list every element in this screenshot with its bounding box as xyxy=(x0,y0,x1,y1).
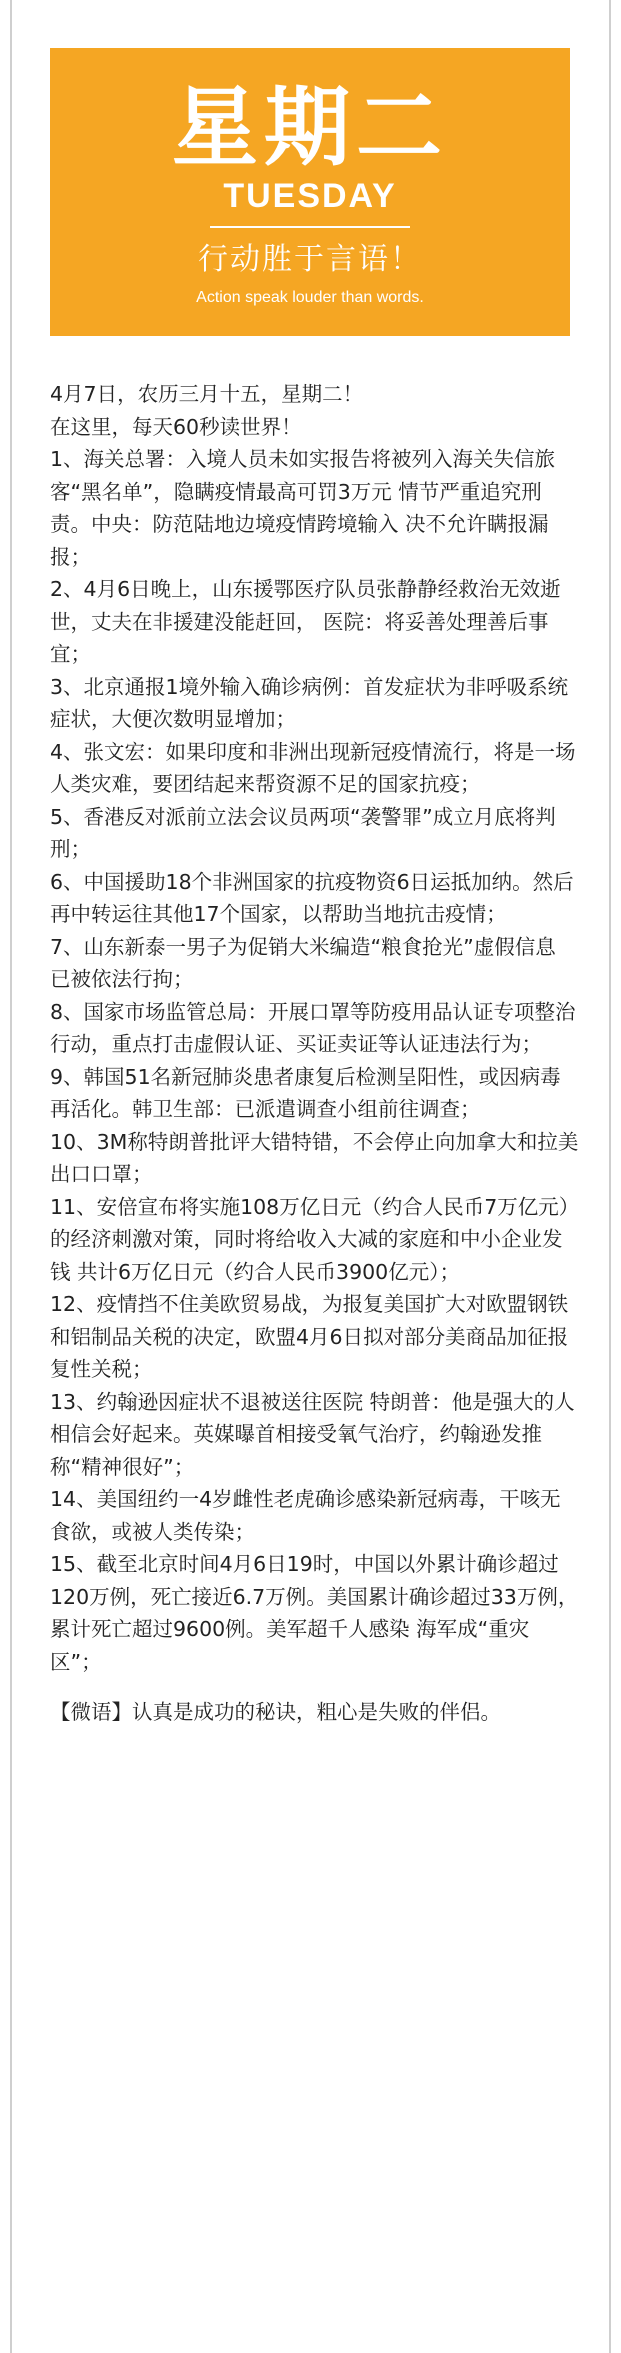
news-item-5: 5、香港反对派前立法会议员两项“袭警罪”成立月底将判刑； xyxy=(50,804,556,861)
news-item-11: 11、安倍宣布将实施108万亿日元（约合人民币7万亿元）的经济刺激对策，同时将给收入大减的家庭和中小企业发钱 共计6万亿日元（约合人民币3900亿元）； xyxy=(50,1194,580,1284)
tagline: 在这里，每天60秒读世界！ xyxy=(50,414,302,439)
motto-en: Action speak louder than words. xyxy=(196,289,424,306)
news-content xyxy=(50,378,580,1729)
news-item-7: 7、山东新泰一男子为促销大米编造“粮食抢光”虚假信息 已被依法行拘； xyxy=(50,934,556,991)
news-item-2: 2、4月6日晚上，山东援鄂医疗队员张静静经救治无效逝世，丈夫在非援建没能赶回， 医院：将妥善处理善后事宜； xyxy=(50,577,561,666)
motto-cn: 行动胜于言语！ xyxy=(198,242,422,277)
news-item-9: 9、韩国51名新冠肺炎患者康复后检测呈阳性，或因病毒再活化。韩卫生部：已派遣调查小组前往调查； xyxy=(50,1064,561,1121)
section-gap xyxy=(50,1678,580,1696)
news-item-10: 10、3M称特朗普批评大错特错，不会停止向加拿大和拉美出口口罩； xyxy=(50,1129,579,1186)
news-item-12: 12、疫情挡不住美欧贸易战，为报复美国扩大对欧盟钢铁和铝制品关税的决定，欧盟4月6日拟对部分美商品加征报复性关税； xyxy=(50,1292,569,1381)
news-item-8: 8、国家市场监管总局：开展口罩等防疫用品认证专项整治行动，重点打击虚假认证、买证卖证等认证违法行为； xyxy=(50,999,576,1056)
news-item-1: 1、海关总署：入境人员未如实报告将被列入海关失信旅客“黑名单”，隐瞒疫情最高可罚3万元 情节严重追究刑责。中央：防范陆地边境疫情跨境输入 决不允许瞒报漏报； xyxy=(50,447,556,569)
weekday-title-en: TUESDAY xyxy=(223,177,397,215)
header-divider xyxy=(210,226,410,228)
news-item-13: 13、约翰逊因症状不退被送往医院 特朗普：他是强大的人 相信会好起来。英媒曝首相接受氧气治疗，约翰逊发推称“精神很好”； xyxy=(50,1389,575,1479)
news-item-14: 14、美国纽约一4岁雌性老虎确诊感染新冠病毒，干咳无食欲，或被人类传染； xyxy=(50,1487,561,1544)
news-item-3: 3、北京通报1境外输入确诊病例：首发症状为非呼吸系统症状，大便次数明显增加； xyxy=(50,674,569,731)
news-item-15: 15、截至北京时间4月6日19时，中国以外累计确诊超过120万例，死亡接近6.7万例。美国累计确诊超过33万例，累计死亡超过9600例。美军超千人感染 海军成“重灾区”； xyxy=(50,1552,579,1674)
news-item-4: 4、张文宏：如果印度和非洲出现新冠疫情流行，将是一场人类灾难，要团结起来帮资源不足的国家抗疫； xyxy=(50,739,576,796)
header-banner xyxy=(50,48,570,336)
footer-quote: 【微语】认真是成功的秘诀，粗心是失败的伴侣。 xyxy=(50,1700,501,1724)
date-line: 4月7日，农历三月十五，星期二！ xyxy=(50,382,364,406)
news-item-6: 6、中国援助18个非洲国家的抗疫物资6日运抵加纳。然后再中转运往其他17个国家，以帮助当地抗击疫情； xyxy=(50,869,574,926)
weekday-title-cn: 星期二 xyxy=(172,78,448,178)
